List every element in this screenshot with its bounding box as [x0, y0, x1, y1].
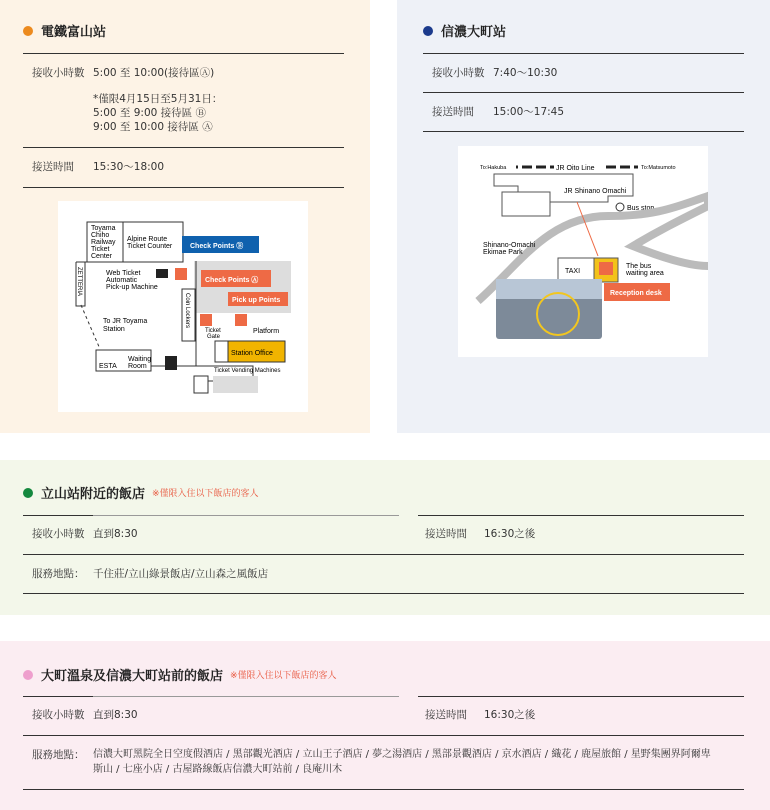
section-title: [23, 21, 106, 40]
map-label: Shinano-Omachi: [483, 242, 536, 249]
title-text: 立山站附近的飯店: [41, 487, 146, 502]
map-label: To:Matsumoto: [641, 165, 676, 171]
divider: [23, 593, 744, 594]
delivery-value: 15:00〜17:45: [493, 106, 565, 118]
phone-icon: [165, 356, 177, 370]
map-label: Chiho: [91, 232, 110, 239]
divider: [23, 53, 344, 54]
dentetsu-station-map: [58, 201, 308, 412]
check-points-b: Check Points Ⓑ: [190, 243, 244, 250]
delivery-label: 接送時間: [32, 161, 74, 173]
divider: [23, 696, 93, 697]
map-label: ZETTERIA: [76, 267, 82, 297]
delivery-value: 16:30之後: [484, 709, 536, 721]
map-label: JR Oito Line: [556, 165, 595, 172]
map-label: To:Hakuba: [480, 165, 507, 171]
map-label: Toyama: [91, 225, 116, 232]
service-label: 服務地點：: [32, 749, 85, 761]
special-2: 9:00 至 10:00 接待區 Ⓐ: [93, 121, 213, 133]
checkin-value: 7:40〜10:30: [493, 67, 558, 79]
section-title: [23, 483, 259, 502]
divider: [23, 147, 344, 148]
section-title: [23, 665, 337, 684]
map-label: Web Ticket: [106, 270, 141, 277]
delivery-value: 16:30之後: [484, 528, 536, 540]
map-label: JR Shinano Omachi: [564, 188, 627, 195]
map-label: Gate: [207, 334, 221, 340]
luggage-icon: [175, 268, 187, 280]
map-label: Ticket: [205, 328, 221, 334]
map-label: Ticket Vending Machines: [214, 368, 281, 374]
map-label: Bus stop: [627, 205, 655, 212]
map-label: Automatic: [106, 277, 138, 284]
pink-dot-icon: [23, 670, 33, 680]
delivery-value: 15:30〜18:00: [93, 161, 165, 173]
map-label: Alpine Route: [127, 236, 168, 243]
map-label: Platform: [253, 328, 280, 335]
divider: [418, 696, 744, 697]
service-label: 服務地點：: [32, 568, 85, 580]
check-points-a: Check Points Ⓐ: [205, 277, 259, 284]
divider: [423, 92, 744, 93]
tateyama-hotels-panel: [0, 460, 770, 615]
divider: [23, 187, 344, 188]
checkin-label: 接收小時數: [32, 709, 85, 721]
map-label: Ticket: [91, 246, 110, 253]
map-label: Pick-up Machine: [106, 284, 158, 291]
map-label: Waiting: [128, 356, 152, 363]
divider: [418, 515, 744, 516]
special-1: 5:00 至 9:00 接待區 Ⓑ: [93, 107, 207, 119]
pickup-points: Pick up Points: [232, 297, 281, 304]
reception-desk: Reception desk: [610, 290, 662, 297]
service-value-line1: 信濃大町黑院全日空度假酒店 / 黑部觀光酒店 / 立山王子酒店 / 夢之湯酒店 / 黑部景觀酒店 / 京水酒店 / 織花 / 鹿屋旅館 / 星野集團界阿爾卑: [93, 749, 711, 760]
divider: [423, 53, 744, 54]
divider: [23, 789, 744, 790]
checkin-value: 直到8:30: [93, 528, 138, 540]
service-value-line2: 斯山 / 七座小店 / 古屋路線飯店信濃大町站前 / 良庵川木: [93, 764, 343, 775]
title-text: 電鐵富山站: [41, 25, 107, 40]
orange-dot-icon: [23, 26, 33, 36]
navy-dot-icon: [423, 26, 433, 36]
divider: [93, 696, 399, 697]
map-label: To JR Toyama: [103, 318, 148, 325]
station-office: Station Office: [231, 350, 273, 357]
divider: [23, 735, 744, 736]
checkin-label: 接收小時數: [32, 528, 85, 540]
map-label: Room: [128, 363, 147, 370]
checkin-label: 接收小時數: [32, 67, 85, 79]
checkin-label: 接收小時數: [432, 67, 485, 79]
luggage-icon: [235, 314, 247, 326]
map-label: Coin Lockers: [184, 293, 190, 329]
guest-only-note: ※僅限入住以下飯店的客人: [152, 489, 259, 499]
delivery-label: 接送時間: [425, 528, 467, 540]
omachi-station-map: [458, 146, 708, 357]
title-text: 信濃大町站: [441, 25, 507, 40]
map-label: Center: [91, 253, 113, 260]
omachi-onsen-hotels-panel: [0, 641, 770, 810]
title-text: 大町溫泉及信濃大町站前的飯店: [41, 669, 224, 684]
divider: [23, 554, 744, 555]
luggage-icon: [599, 262, 613, 275]
map-label: TAXI: [565, 268, 581, 275]
divider: [23, 515, 93, 516]
green-dot-icon: [23, 488, 33, 498]
divider: [423, 131, 744, 132]
checkin-value: 直到8:30: [93, 709, 138, 721]
map-label: ESTA: [99, 363, 117, 370]
map-label: The bus: [626, 263, 652, 270]
guest-only-note: ※僅限入住以下飯店的客人: [230, 671, 337, 681]
delivery-label: 接送時間: [425, 709, 467, 721]
restroom-icon: [194, 376, 208, 393]
map-label: Ticket Counter: [127, 243, 173, 250]
shinano-omachi-panel: [397, 0, 770, 433]
map-label: waiting area: [626, 270, 664, 277]
checkin-value: 5:00 至 10:00(接待區Ⓐ): [93, 67, 215, 79]
section-title: [423, 21, 506, 40]
delivery-label: 接送時間: [432, 106, 474, 118]
map-label: Railway: [91, 239, 116, 246]
divider: [93, 515, 399, 516]
map-label: Station: [103, 326, 125, 333]
dentetsu-toyama-panel: [0, 0, 370, 433]
luggage-icon: [200, 314, 212, 326]
special-note: *僅限4月15日至5月31日：: [93, 93, 223, 105]
map-label: Ekimae Park: [483, 249, 523, 256]
service-value: 千住莊/立山綠景飯店/立山森之風飯店: [93, 568, 269, 580]
